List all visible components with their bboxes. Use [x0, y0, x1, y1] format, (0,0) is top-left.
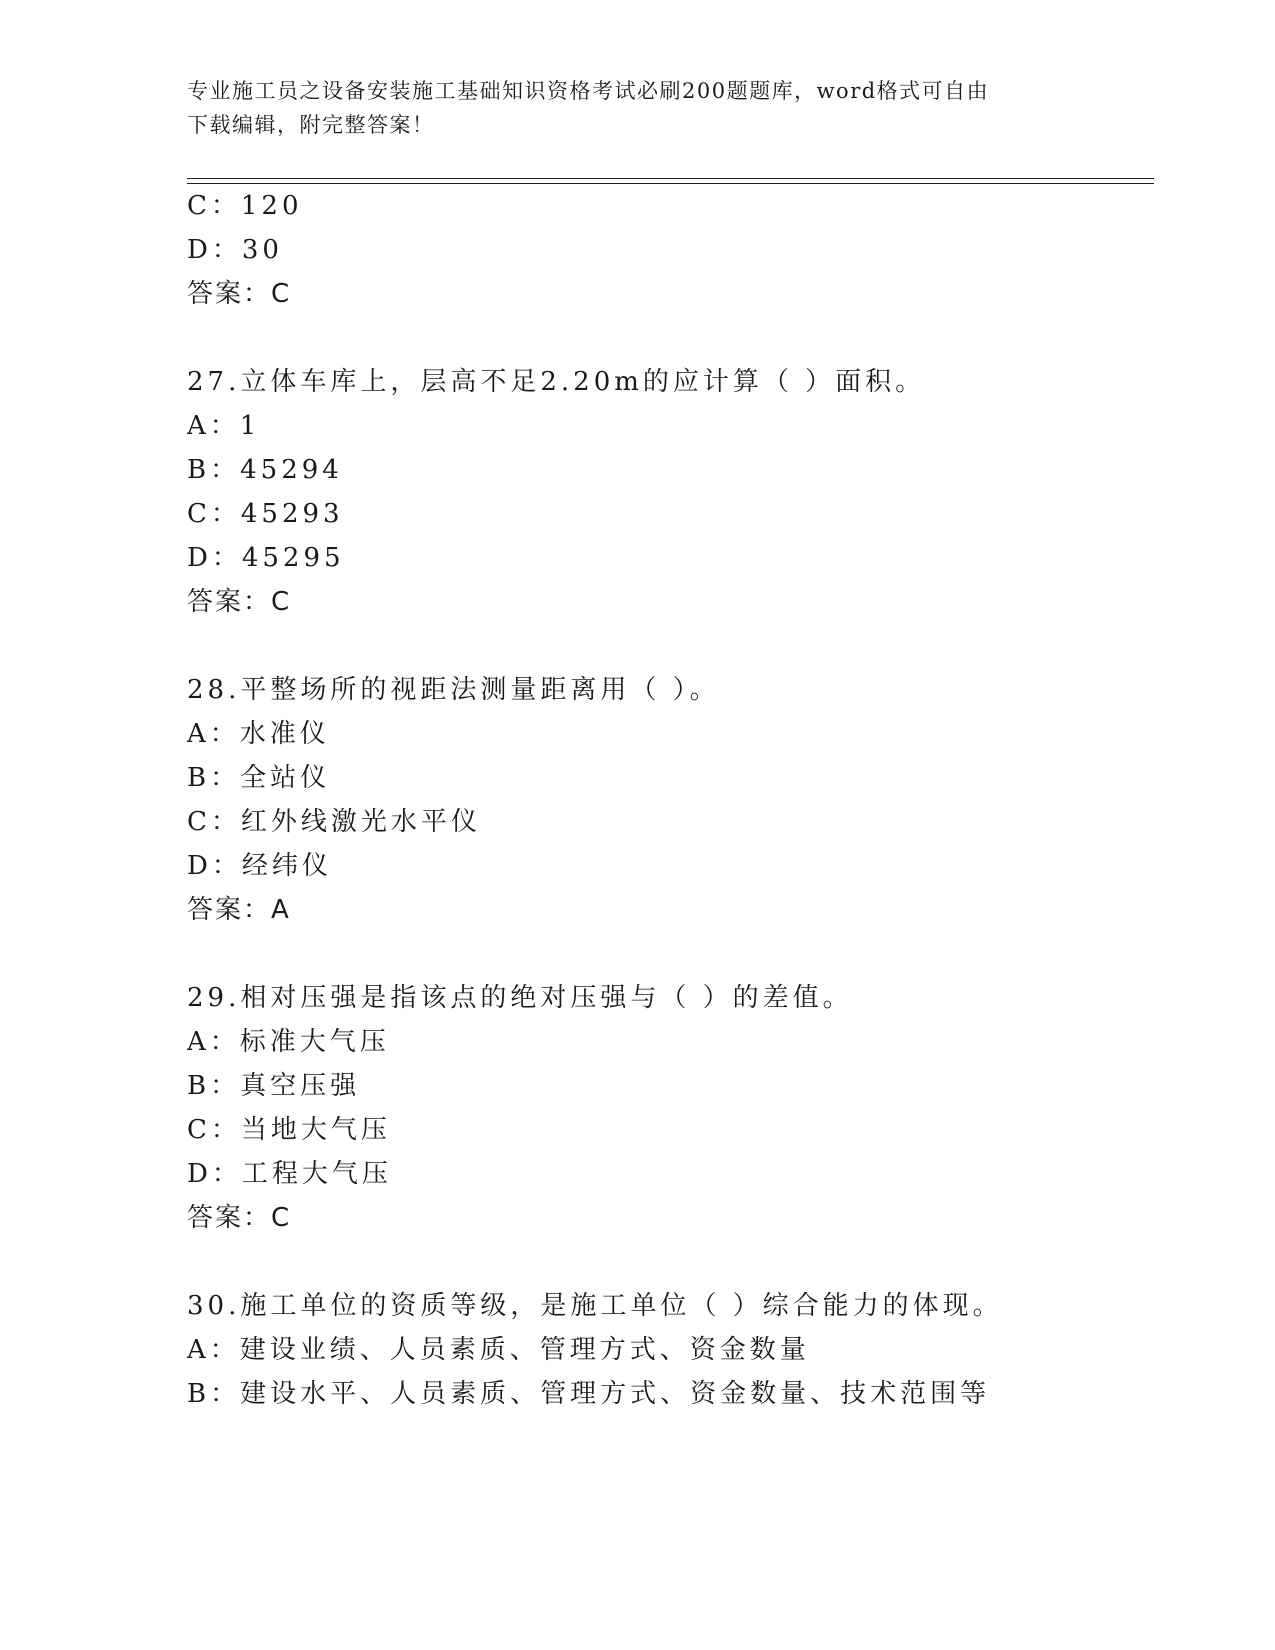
option-line: C：120 — [187, 191, 303, 221]
header-divider-top — [187, 178, 1154, 179]
option-line: C：当地大气压 — [187, 1115, 391, 1145]
option-line: A：建设业绩、人员素质、管理方式、资金数量 — [187, 1335, 810, 1365]
option-line: C：45293 — [187, 499, 344, 529]
option-line: B：全站仪 — [187, 763, 331, 793]
header-divider-bottom — [187, 183, 1154, 184]
header-line-1: 专业施工员之设备安装施工基础知识资格考试必刷200题题库，word格式可自由 — [187, 79, 990, 103]
option-line: D：30 — [187, 235, 283, 265]
option-line: B：真空压强 — [187, 1071, 361, 1101]
answer-line: 答案：A — [187, 895, 291, 925]
option-line: C：红外线激光水平仪 — [187, 807, 481, 837]
option-line: B：建设水平、人员素质、管理方式、资金数量、技术范围等 — [187, 1379, 991, 1409]
option-line: D：经纬仪 — [187, 851, 332, 881]
option-line: B：45294 — [187, 455, 343, 485]
question-text: 28.平整场所的视距法测量距离用（ ）。 — [187, 675, 720, 705]
header-line-2: 下载编辑，附完整答案！ — [187, 113, 435, 137]
option-line: A：1 — [187, 411, 261, 441]
answer-line: 答案：C — [187, 279, 292, 309]
answer-line: 答案：C — [187, 587, 292, 617]
option-line: A：水准仪 — [187, 719, 330, 749]
question-text: 30.施工单位的资质等级，是施工单位（ ）综合能力的体现。 — [187, 1291, 1003, 1321]
question-text: 29.相对压强是指该点的绝对压强与（ ）的差值。 — [187, 983, 853, 1013]
option-line: A：标准大气压 — [187, 1027, 390, 1057]
option-line: D：45295 — [187, 543, 345, 573]
question-text: 27.立体车库上，层高不足2.20m的应计算（ ）面积。 — [187, 367, 926, 397]
answer-line: 答案：C — [187, 1203, 292, 1233]
option-line: D：工程大气压 — [187, 1159, 392, 1189]
document-header — [187, 74, 1067, 142]
